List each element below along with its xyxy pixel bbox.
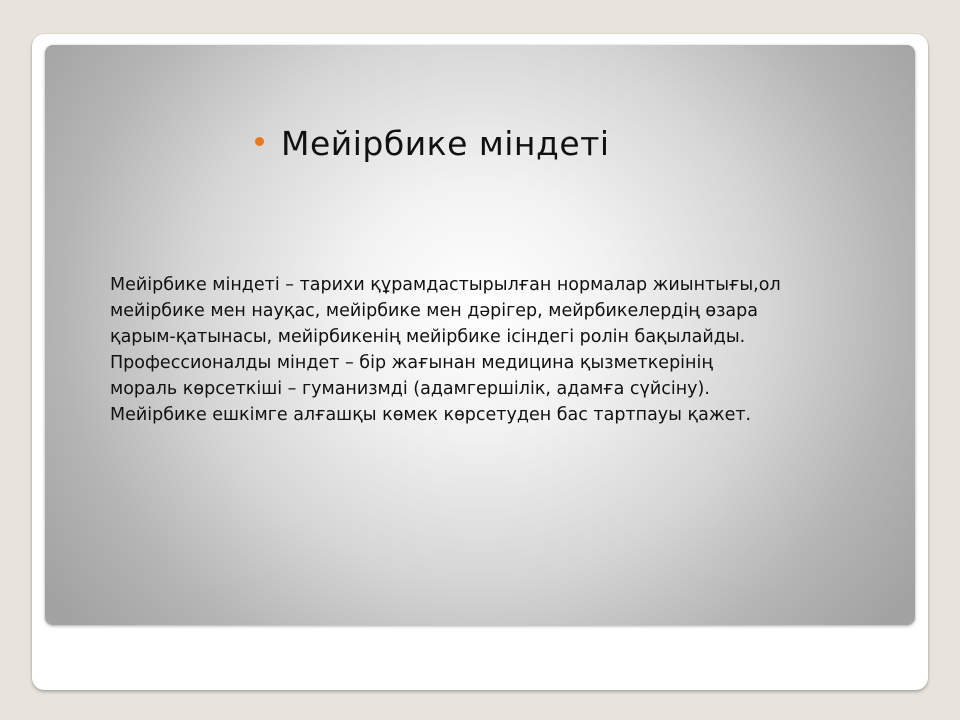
paragraph-line: Мейірбике міндеті – тарихи құрамдастырылған нормалар жиынтығы,ол xyxy=(110,275,781,295)
paragraph-line: Мейірбике ешкімге алғашқы көмек көрсетуден бас тартпауы қажет. xyxy=(110,405,752,425)
paragraph-line: қарым-қатынасы, мейірбикенің мейірбике ісіндегі ролін бақылайды. xyxy=(110,327,746,347)
paragraph-line: Профессионалды міндет – бір жағынан медицина қызметкерінің xyxy=(110,353,713,373)
title-bullet-row xyxy=(255,124,610,163)
paragraph-line: мораль көрсеткіші – гуманизмді (адамгершілік, адамға сүйсіну). xyxy=(110,379,710,399)
slide-paragraph xyxy=(110,272,900,428)
bullet-dot-icon xyxy=(255,137,264,146)
paragraph-line: мейірбике мен науқас, мейірбике мен дәрігер, мейрбикелердің өзара xyxy=(110,301,758,321)
slide-title: Мейірбике міндеті xyxy=(281,124,610,163)
